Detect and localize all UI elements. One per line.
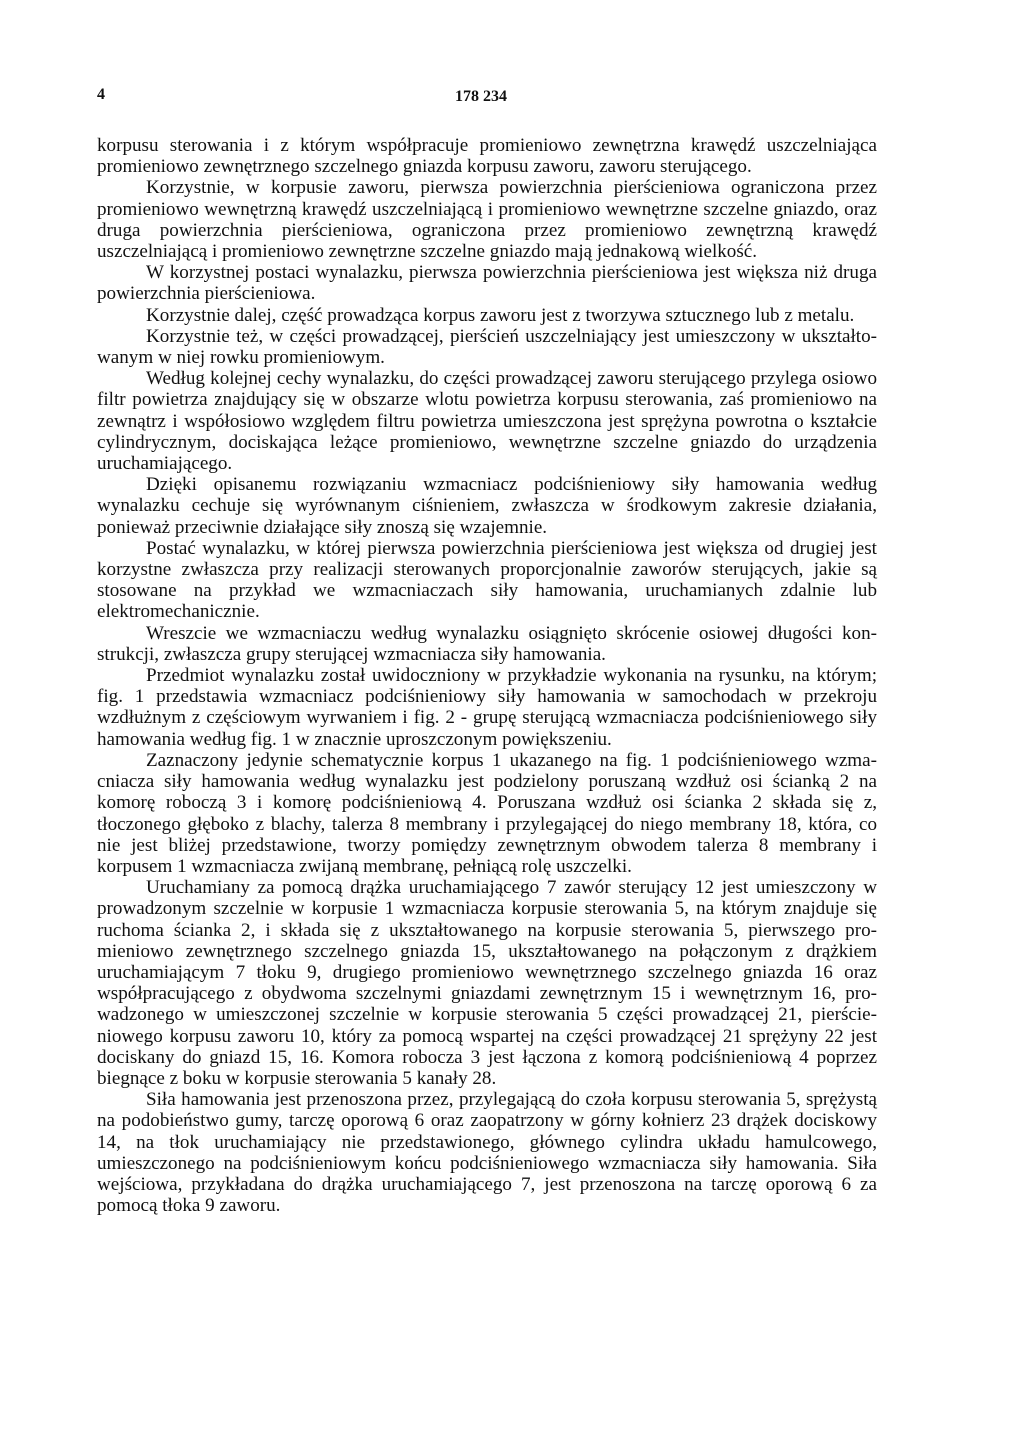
document-number: 178 234 [455,88,507,105]
paragraph: Zaznaczony jedynie schematycznie korpus 1 ukazanego na fig. 1 podciśnieniowego wzmacniacza siły hamowania według wynalazku jest podzielony poruszaną wzdłuż osi ścianką 2 na komorę roboczą 3 i komorę podciśnieniową 4. Poruszana wzdłuż osi ścianka 2 składa się z, tłoczonego głęboko z blachy, talerza 8 membrany i przylegającej do niego membrany 18, która, co nie jest bliżej przedstawione, tworzy pomiędzy zewnętrznym obwodem talerza 8 membrany i korpusem 1 wzmacniacza zwijaną membranę, pełniącą rolę uszczelki. [97,749,877,877]
paragraph: korpusu sterowania i z którym współpracuje promieniowo zewnętrzna krawędź uszczelniająca promieniowo zewnętrznego szczelnego gniazda korpusu zaworu, zaworu sterującego. [97,135,877,178]
paragraph: Według kolejnej cechy wynalazku, do części prowadzącej zaworu sterującego przylega osiowo filtr powietrza znajdujący się w obszarze wlotu powietrza korpusu sterowania, zaś promieniowo na zewnątrz i współosiowo względem filtru powietrza umieszczona jest sprężyna powrotna o kształcie cylindrycznym, dociskająca leżące promieniowo, wewnętrzne szczelne gniazdo do urządzenia uruchamiającego. [97,368,877,475]
paragraph: Przedmiot wynalazku został uwidoczniony w przykładzie wykonania na rysunku, na którym; fig. 1 przedstawia wzmacniacz podciśnieniowy siły hamowania w samochodach w przekroju wzdłużnym z częściowym wyrwaniem i fig. 2 - grupę sterującą wzmacniacza podciśnieniowego siły hamowania według fig. 1 w znacznie uproszczonym powiększeniu. [97,665,877,750]
paragraph: Wreszcie we wzmacniaczu według wynalazku osiągnięto skrócenie osiowej długości konstrukcji, zwłaszcza grupy sterującej wzmacniacza siły hamowania. [97,622,877,665]
body-text [97,135,877,1216]
page-number: 4 [97,86,105,103]
paragraph: Korzystnie dalej, część prowadząca korpus zaworu jest z tworzywa sztucznego lub z metalu. [146,304,855,326]
paragraph: Dzięki opisanemu rozwiązaniu wzmacniacz podciśnieniowy siły hamowania według wynalazku cechuje się wyrównanym ciśnieniem, zwłaszcza w środkowym zakresie działania, ponieważ przeciwnie działające siły znoszą się wzajemnie. [97,474,877,538]
paragraph: W korzystnej postaci wynalazku, pierwsza powierzchnia pierścieniowa jest większa niż druga powierzchnia pierścieniowa. [97,262,877,305]
paragraph: Korzystnie też, w części prowadzącej, pierścień uszczelniający jest umieszczony w ukształtowanym w niej rowku promieniowym. [97,325,877,369]
paragraph: Korzystnie, w korpusie zaworu, pierwsza powierzchnia pierścieniowa ograniczona przez promieniowo wewnętrzną krawędź uszczelniającą i promieniowo wewnętrzne szczelne gniazdo, oraz druga powierzchnia pierścieniowa, ograniczona przez promieniowo zewnętrzną krawędź uszczelniającą i promieniowo zewnętrzne szczelne gniazdo mają jednakową wielkość. [97,177,877,263]
paragraph: Postać wynalazku, w której pierwsza powierzchnia pierścieniowa jest większa od drugiej jest korzystne zwłaszcza przy realizacji sterowanych proporcjonalnie zaworów sterujących, jakie są stosowane na przykład we wzmacniaczach siły hamowania, uruchamianych zdalnie lub elektromechanicznie. [97,537,877,623]
paragraph: Siła hamowania jest przenoszona przez, przylegającą do czoła korpusu sterowania 5, sprężystą na podobieństwo gumy, tarczę oporową 6 oraz zaopatrzony w górny kołnierz 23 drążek dociskowy 14, na tłok uruchamiający nie przedstawionego, głównego cylindra układu hamulcowego, umieszczonego na podciśnieniowym końcu podciśnieniowego wzmacniacza siły hamowania. Siła wejściowa, przykładana do drążka uruchamiającego 7, jest przenoszona na tarczę oporową 6 za pomocą tłoka 9 zaworu. [97,1089,877,1217]
paragraph: Uruchamiany za pomocą drążka uruchamiającego 7 zawór sterujący 12 jest umieszczony w prowadzonym szczelnie w korpusie 1 wzmacniacza korpusie sterowania 5, na którym znajduje się ruchoma ścianka 2, i składa się z ukształtowanego na korpusie sterowania 5, pierwszego promieniowo zewnętrznego szczelnego gniazda 15, ukształtowanego na połączonym z drążkiem uruchamiającym 7 tłoku 9, drugiego promieniowo wewnętrznego szczelnego gniazda 16 oraz współpracującego z obydwoma szczelnymi gniazdami zewnętrznym 15 i wewnętrznym 16, prowadzonego w umieszczonej szczelnie w korpusie sterowania 5 części prowadzącej 21, pierścieniowego korpusu zaworu 10, który za pomocą wspartej na części prowadzącej 21 sprężyny 22 jest dociskany do gniazd 15, 16. Komora robocza 3 jest łączona z komorą podciśnieniową 4 poprzez biegnące z boku w korpusie sterowania 5 kanały 28. [97,877,877,1089]
